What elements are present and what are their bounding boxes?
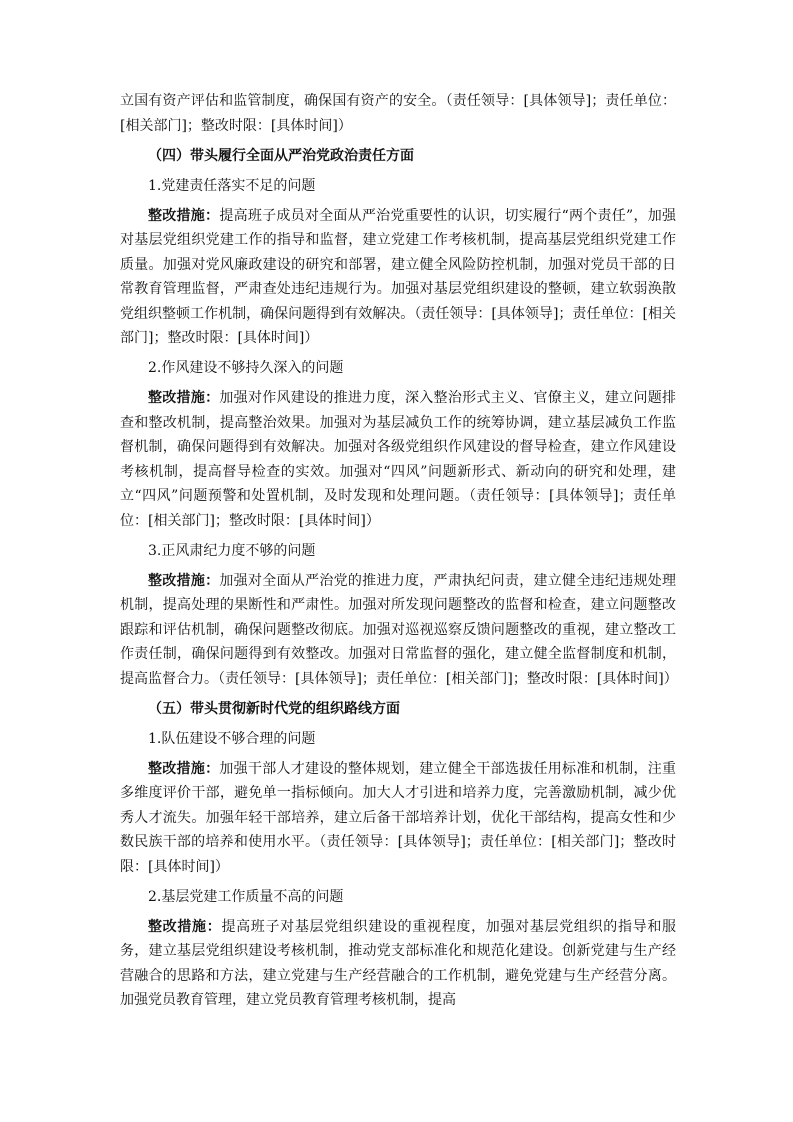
item-title-5-1: 1.队伍建设不够合理的问题 — [148, 730, 316, 747]
item-paragraph-5-2 — [120, 915, 676, 1013]
item-paragraph-4-2 — [120, 386, 676, 533]
item-text-4-3: 加强对全面从严治党的推进力度，严肃执纪问责，建立健全违纪违规处理机制，提高处理的果断性和严肃性。加强对所发现问题整改的监督和检查，建立问题整改跟踪和评估机制，确保问题整改彻底。加强对巡视巡察反馈问题整改的重视，建立整改工作责任制，确保问题得到有效整改。加强对日常监督的强化，建立健全监督制度和机制，提高监督合力。（责任领导：[具体领导]；责任单位：[相关部门]；整改时限：[具体时间]） — [120, 572, 678, 687]
item-title-5-2: 2.基层党建工作质量不高的问题 — [148, 888, 344, 905]
item-title-4-2: 2.作风建设不够持久深入的问题 — [148, 360, 344, 376]
measure-label: 整改措施： — [148, 390, 220, 406]
item-text-4-1: 提高班子成员对全面从严治党重要性的认识，切实履行“两个责任”，加强对基层党组织党建工作的指导和监督，建立党建工作考核机制，提高基层党组织党建工作质量。加强对党风廉政建设的研究和部署，建立健全风险防控机制，加强对党员干部的日常教育管理监督，严肃查处违纪违规行为。加强对基层党组织建设的整顿，建立软弱涣散党组织整顿工作机制，确保问题得到有效解决。（责任领导：[具体领导]；责任单位：[相关部门]；整改时限：[具体时间]） — [120, 207, 676, 346]
measure-label: 整改措施： — [148, 572, 220, 589]
item-paragraph-5-1 — [120, 757, 676, 880]
measure-label: 整改措施： — [148, 760, 220, 777]
section-heading-4: （四）带头履行全面从严治党政治责任方面 — [148, 147, 414, 164]
item-title-4-1: 1.党建责任落实不足的问题 — [148, 177, 316, 194]
item-paragraph-4-1 — [120, 204, 676, 351]
item-text-5-1: 加强干部人才建设的整体规划，建立健全干部选拔任用标准和机制，注重多维度评价干部，避免单一指标倾向。加大人才引进和培养力度，完善激励机制，减少优秀人才流失。加强年轻干部培养，建立后备干部培养计划，优化干部结构，提高女性和少数民族干部的培养和使用水平。（责任领导：[具体领导]；责任单位：[相关部门]；整改时限：[具体时间]） — [120, 760, 676, 875]
document-body — [120, 89, 676, 1018]
item-paragraph-4-3 — [120, 569, 676, 692]
measure-label: 整改措施： — [148, 918, 222, 935]
measure-label: 整改措施： — [148, 207, 220, 224]
section-heading-5: （五）带头贯彻新时代党的组织路线方面 — [148, 700, 400, 717]
item-title-4-3: 3.正风肃纪力度不够的问题 — [148, 542, 316, 559]
item-text-4-2: 加强对作风建设的推进力度，深入整治形式主义、官僚主义，建立问题排查和整改机制，提高整治效果。加强对为基层减负工作的统筹协调，建立基层减负工作监督机制，确保问题得到有效解决。加强对各级党组织作风建设的督导检查，建立作风建设考核机制，提高督导检查的实效。加强对“四风”问题新形式、新动向的研究和处理，建立“四风”问题预警和处置机制，及时发现和处理问题。（责任领导：[具体领导]；责任单位：[相关部门]；整改时限：[具体时间]） — [120, 390, 676, 529]
item-text-5-2: 提高班子对基层党组织建设的重视程度，加强对基层党组织的指导和服务，建立基层党组织建设考核机制，推动党支部标准化和规范化建设。创新党建与生产经营融合的思路和方法，建立党建与生产经营融合的工作机制，避免党建与生产经营分离。加强党员教育管理，建立党员教育管理考核机制，提高 — [120, 918, 677, 1008]
intro-paragraph: 立国有资产评估和监管制度，确保国有资产的安全。（责任领导：[具体领导]；责任单位：[相关部门]；整改时限：[具体时间]） — [120, 93, 676, 134]
